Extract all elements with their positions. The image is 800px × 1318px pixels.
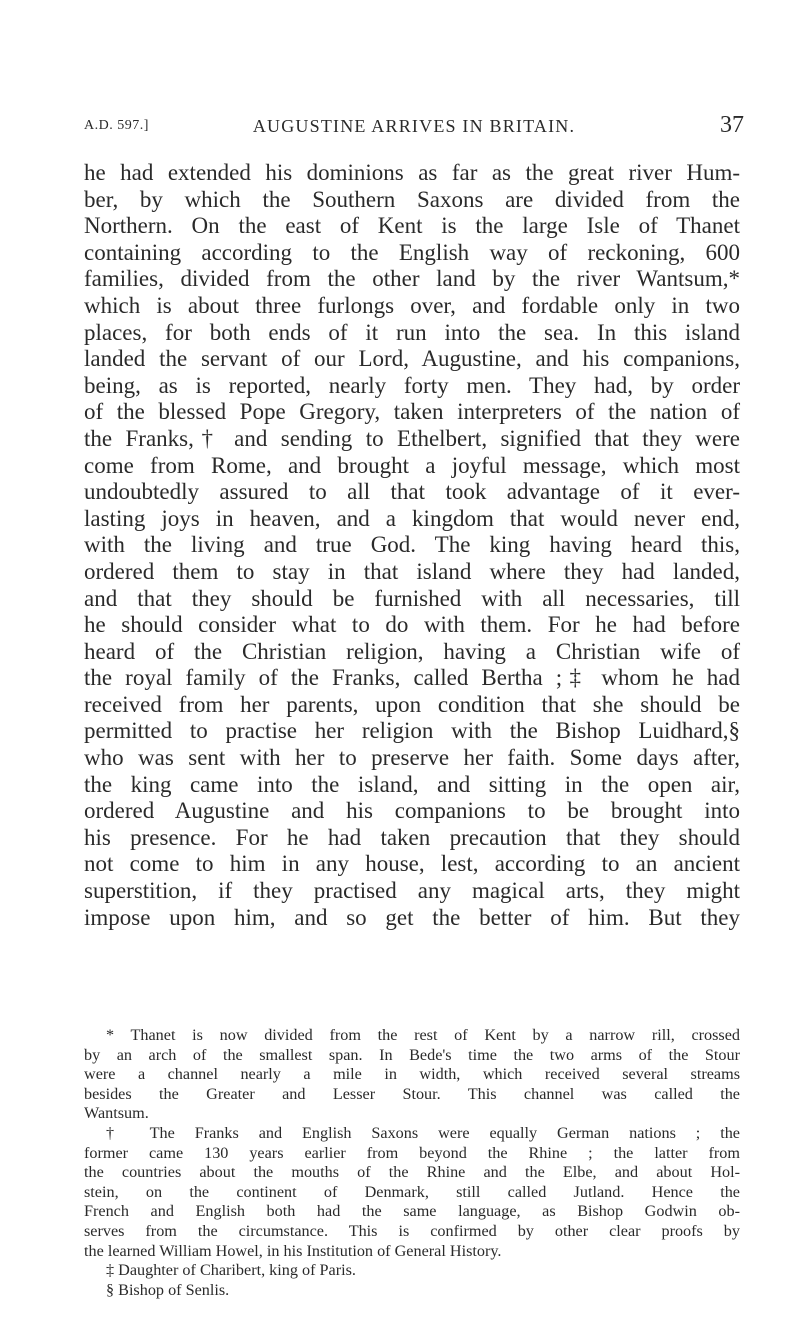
text-line: superstition, if they practised any magical arts, they might bbox=[84, 878, 740, 904]
text-line: received from her parents, upon condition that she should be bbox=[84, 691, 740, 717]
text-line: and that they should be furnished with all necessaries, till bbox=[84, 585, 740, 611]
text-line: of the blessed Pope Gregory, taken interpreters of the nation of bbox=[84, 399, 740, 425]
text-line: ordered Augustine and his companions to be brought into bbox=[84, 798, 740, 824]
text-line: ber, by which the Southern Saxons are divided from the bbox=[84, 186, 740, 212]
running-head-title: AUGUSTINE ARRIVES IN BRITAIN. bbox=[252, 116, 576, 136]
footnote-line: were a channel nearly a mile in width, which received several streams bbox=[84, 1065, 740, 1084]
text-line: who was sent with her to preserve her faith. Some days after, bbox=[84, 745, 740, 771]
text-line: permitted to practise her religion with the Bishop Luidhard,§ bbox=[84, 718, 740, 744]
footnote-line: French and English both had the same language, as Bishop Godwin ob- bbox=[84, 1202, 740, 1221]
text-line: the Franks,† and sending to Ethelbert, signified that they were bbox=[84, 425, 740, 451]
text-line: with the living and true God. The king having heard this, bbox=[84, 532, 740, 558]
footnote-line: serves from the circumstance. This is confirmed by other clear proofs by bbox=[84, 1221, 740, 1240]
footnote-line: * Thanet is now divided from the rest of Kent by a narrow rill, crossed bbox=[106, 1026, 740, 1044]
text-line: being, as is reported, nearly forty men. They had, by order bbox=[84, 372, 740, 398]
text-line: containing according to the English way of reckoning, 600 bbox=[84, 239, 740, 265]
page-number: 37 bbox=[720, 112, 744, 138]
text-line: Northern. On the east of Kent is the large Isle of Thanet bbox=[84, 213, 740, 239]
footnote bbox=[84, 1026, 740, 1124]
footnote bbox=[84, 1261, 740, 1281]
running-head-date: A.D. 597.] bbox=[84, 118, 149, 133]
text-line: he had extended his dominions as far as the great river Hum- bbox=[84, 160, 740, 185]
footnote bbox=[84, 1124, 740, 1261]
footnote-line: Wantsum. bbox=[84, 1104, 149, 1123]
footnote-line: ‡ Daughter of Charibert, king of Paris. bbox=[106, 1261, 356, 1280]
footnote-line: § Bishop of Senlis. bbox=[106, 1280, 230, 1299]
footnotes bbox=[84, 1026, 740, 1300]
text-line: not come to him in any house, lest, according to an ancient bbox=[84, 851, 740, 877]
footnote-line: the countries about the mouths of the Rhine and the Elbe, and about Hol- bbox=[84, 1163, 740, 1182]
text-line: landed the servant of our Lord, Augustine, and his companions, bbox=[84, 346, 740, 372]
footnote-line: † The Franks and English Saxons were equally German nations ; the bbox=[106, 1123, 740, 1142]
main-text bbox=[84, 160, 740, 931]
text-line: which is about three furlongs over, and fordable only in two bbox=[84, 292, 740, 318]
footnote-line: the learned William Howel, in his Institution of General History. bbox=[84, 1241, 502, 1260]
footnote-line: besides the Greater and Lesser Stour. This channel was called the bbox=[84, 1084, 740, 1103]
text-line: his presence. For he had taken precaution that they should bbox=[84, 824, 740, 850]
running-head bbox=[84, 112, 744, 142]
footnote-line: by an arch of the smallest span. In Bede's time the two arms of the Stour bbox=[84, 1045, 740, 1064]
text-line: the royal family of the Franks, called Bertha ;‡ whom he had bbox=[84, 665, 740, 691]
footnote-line: stein, on the continent of Denmark, still called Jutland. Hence the bbox=[84, 1182, 740, 1201]
text-line: ordered them to stay in that island where they had landed, bbox=[84, 558, 740, 584]
text-line: the king came into the island, and sitting in the open air, bbox=[84, 771, 740, 797]
text-line: impose upon him, and so get the better of him. But they bbox=[84, 904, 740, 930]
text-line: he should consider what to do with them. For he had before bbox=[84, 612, 740, 638]
footnote bbox=[84, 1281, 740, 1301]
text-line: come from Rome, and brought a joyful message, which most bbox=[84, 452, 740, 478]
text-line: undoubtedly assured to all that took advantage of it ever- bbox=[84, 479, 740, 505]
footnote-line: former came 130 years earlier from beyond the Rhine ; the latter from bbox=[84, 1143, 740, 1162]
text-line: families, divided from the other land by the river Wantsum,* bbox=[84, 266, 740, 292]
text-line: places, for both ends of it run into the sea. In this island bbox=[84, 319, 740, 345]
text-line: lasting joys in heaven, and a kingdom that would never end, bbox=[84, 505, 740, 531]
text-line: heard of the Christian religion, having a Christian wife of bbox=[84, 638, 740, 664]
